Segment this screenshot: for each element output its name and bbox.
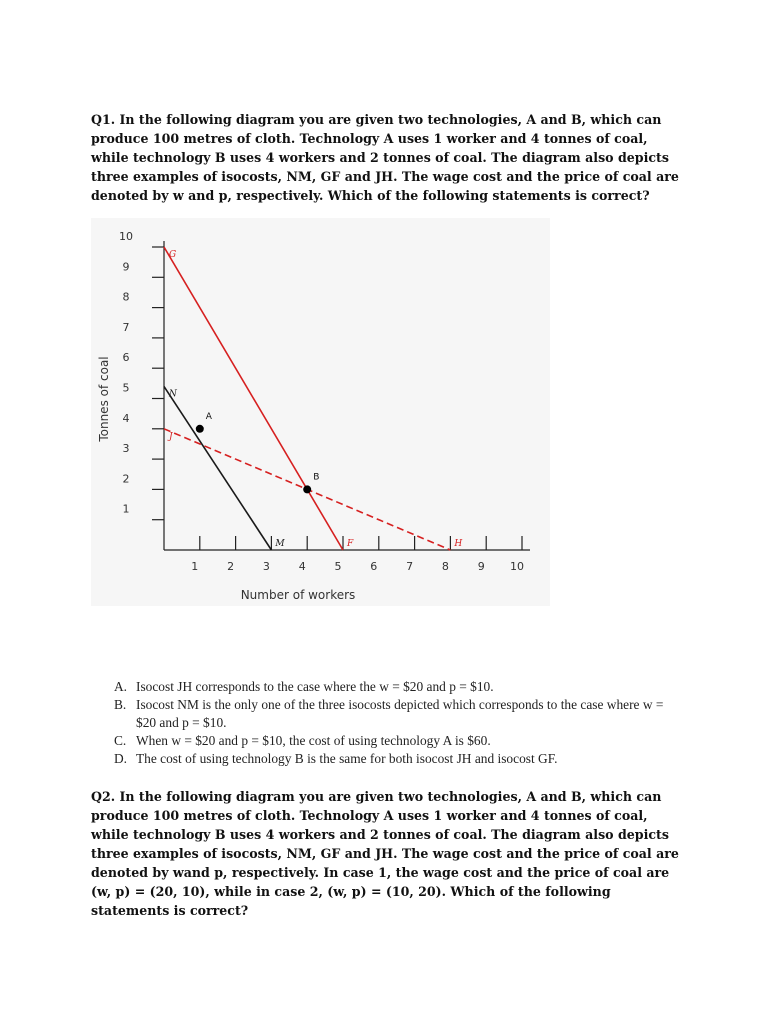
y-tick-label: 8 <box>122 290 130 304</box>
y-axis-label: Tonnes of coal <box>97 356 111 442</box>
option-text: Isocost JH corresponds to the case where the w = $20 and p = $10. <box>136 679 494 694</box>
isocost-start-label: G <box>169 250 177 260</box>
y-tick-label: 1 <box>122 502 130 516</box>
option-text: When w = $20 and p = $10, the cost of using technology A is $60. <box>136 733 491 748</box>
isocost-line-gf <box>164 247 343 550</box>
isocost-start-label: J <box>169 431 173 442</box>
x-tick-label: 4 <box>298 560 306 573</box>
answer-options <box>114 678 674 768</box>
isocost-end-label: H <box>454 539 463 549</box>
option-letter: A. <box>114 679 128 694</box>
option-b[interactable] <box>114 696 674 732</box>
option-d[interactable] <box>114 750 674 768</box>
option-c[interactable] <box>114 732 674 750</box>
isocost-start-label: N <box>169 389 177 400</box>
technology-point-a <box>196 425 204 433</box>
technology-point-b <box>303 485 311 493</box>
x-tick-label: 6 <box>370 560 378 573</box>
technology-point-label: B <box>313 472 320 483</box>
question-1-text: Q1. In the following diagram you are given two technologies, A and B, which can produce 100 metres of cloth. Technology A uses 1 worker and 4 tonnes of coal, while technology B uses 4 workers and 2 tonnes of coal. The diagram also depicts three examples of isocosts, NM, GF and JH. The wage cost and the price of coal are denoted by w and p, respectively. Which of the following statements is correct? <box>91 112 679 203</box>
option-text: Isocost NM is the only one of the three isocosts depicted which corresponds to the case where w = $20 and p = $10. <box>136 697 664 730</box>
x-tick-label: 2 <box>227 560 235 573</box>
y-tick-label: 10 <box>119 230 133 243</box>
question-2-text: Q2. In the following diagram you are given two technologies, A and B, which can produce 100 metres of cloth. Technology A uses 1 worker and 4 tonnes of coal, while technology B uses 4 workers and 2 tonnes of coal. The diagram also depicts three examples of isocosts, NM, GF and JH. The wage cost and the price of coal are denoted by wand p, respectively. In case 1, the wage cost and the price of coal are (w, p) = (20, 10), while in case 2, (w, p) = (10, 20). Which of the following statements is correct? <box>91 789 679 918</box>
y-tick-label: 2 <box>122 472 130 486</box>
technology-point-label: A <box>205 411 212 422</box>
y-tick-label: 5 <box>122 381 130 395</box>
x-tick-label: 7 <box>406 560 414 573</box>
x-tick-label: 9 <box>477 560 485 573</box>
y-tick-label: 7 <box>122 320 130 334</box>
option-text: The cost of using technology B is the same for both isocost JH and isocost GF. <box>136 751 558 766</box>
y-tick-label: 6 <box>122 351 130 365</box>
x-tick-label: 10 <box>510 560 524 573</box>
option-letter: C. <box>114 733 127 748</box>
x-tick-label: 1 <box>191 560 199 573</box>
isocost-end-label: F <box>347 539 354 549</box>
y-tick-label: 3 <box>122 442 130 456</box>
option-a[interactable] <box>114 678 674 696</box>
x-tick-label: 3 <box>262 560 270 573</box>
option-letter: B. <box>114 697 127 712</box>
x-tick-label: 8 <box>441 560 449 573</box>
x-tick-label: 5 <box>334 560 342 573</box>
isocost-chart <box>91 218 550 606</box>
isocost-end-label: M <box>275 539 285 549</box>
y-tick-label: 4 <box>122 411 130 425</box>
x-axis-label: Number of workers <box>240 588 356 602</box>
y-tick-label: 9 <box>122 260 130 274</box>
option-letter: D. <box>114 751 128 766</box>
